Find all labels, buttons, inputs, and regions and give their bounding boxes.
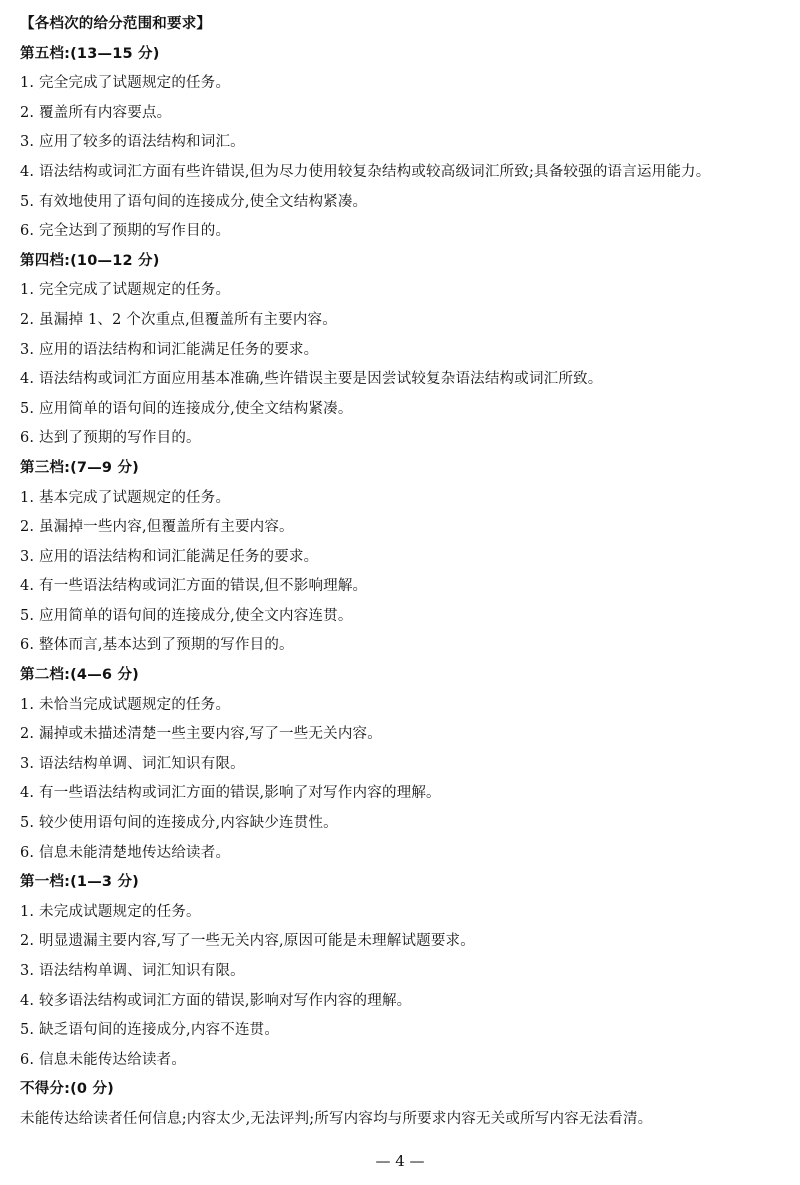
criterion-item: 6. 达到了预期的写作目的。 bbox=[20, 430, 201, 447]
criterion-item: 2. 漏掉或未描述清楚一些主要内容,写了一些无关内容。 bbox=[20, 726, 382, 743]
level-section bbox=[20, 1075, 780, 1134]
criterion-item: 1. 完全完成了试题规定的任务。 bbox=[20, 75, 231, 92]
criterion-item: 4. 语法结构或词汇方面有些许错误,但为尽力使用较复杂结构或较高级词汇所致;具备较强的语言运用能力。 bbox=[20, 163, 711, 180]
level-header: 第四档:(10—12 分) bbox=[20, 252, 160, 269]
level-section bbox=[20, 40, 780, 247]
criterion-item: 2. 明显遗漏主要内容,写了一些无关内容,原因可能是未理解试题要求。 bbox=[20, 933, 475, 950]
criterion-item: 2. 虽漏掉 1、2 个次重点,但覆盖所有主要内容。 bbox=[20, 311, 337, 328]
criterion-item: 4. 有一些语法结构或词汇方面的错误,影响了对写作内容的理解。 bbox=[20, 785, 441, 802]
criterion-item: 5. 较少使用语句间的连接成分,内容缺少连贯性。 bbox=[20, 815, 338, 832]
level-header: 不得分:(0 分) bbox=[20, 1081, 114, 1098]
criterion-item: 5. 有效地使用了语句间的连接成分,使全文结构紧凑。 bbox=[20, 193, 368, 210]
criterion-item: 5. 缺乏语句间的连接成分,内容不连贯。 bbox=[20, 1022, 280, 1039]
criterion-item: 4. 有一些语法结构或词汇方面的错误,但不影响理解。 bbox=[20, 578, 368, 595]
criterion-item: 3. 应用的语法结构和词汇能满足任务的要求。 bbox=[20, 341, 319, 358]
level-header: 第三档:(7—9 分) bbox=[20, 459, 139, 476]
criterion-item: 3. 语法结构单调、词汇知识有限。 bbox=[20, 963, 245, 979]
level-section bbox=[20, 661, 780, 868]
criterion-item: 5. 应用简单的语句间的连接成分,使全文结构紧凑。 bbox=[20, 400, 353, 417]
criterion-item: 1. 未恰当完成试题规定的任务。 bbox=[20, 696, 231, 713]
criterion-item: 3. 语法结构单调、词汇知识有限。 bbox=[20, 755, 245, 772]
criterion-item: 6. 完全达到了预期的写作目的。 bbox=[20, 223, 231, 240]
level-header: 第五档:(13—15 分) bbox=[20, 45, 160, 62]
criterion-item: 4. 较多语法结构或词汇方面的错误,影响对写作内容的理解。 bbox=[20, 992, 412, 1009]
criterion-item: 未能传达给读者任何信息;内容太少,无法评判;所写内容均与所要求内容无关或所写内容无法看清。 bbox=[20, 1110, 653, 1127]
criterion-item: 3. 应用的语法结构和词汇能满足任务的要求。 bbox=[20, 548, 319, 565]
criterion-item: 4. 语法结构或词汇方面应用基本准确,些许错误主要是因尝试较复杂语法结构或词汇所致。 bbox=[20, 371, 603, 388]
level-section bbox=[20, 247, 780, 454]
criterion-item: 1. 基本完成了试题规定的任务。 bbox=[20, 489, 231, 506]
level-section bbox=[20, 454, 780, 661]
criterion-item: 2. 虽漏掉一些内容,但覆盖所有主要内容。 bbox=[20, 519, 294, 536]
document-title: 【各档次的给分范围和要求】 bbox=[20, 16, 212, 32]
page-number: — 4 — bbox=[375, 1152, 425, 1170]
level-header: 第一档:(1—3 分) bbox=[20, 874, 139, 891]
criterion-item: 5. 应用简单的语句间的连接成分,使全文内容连贯。 bbox=[20, 607, 353, 624]
criterion-item: 2. 覆盖所有内容要点。 bbox=[20, 104, 172, 121]
level-header: 第二档:(4—6 分) bbox=[20, 667, 139, 684]
level-section bbox=[20, 868, 780, 1075]
criterion-item: 1. 未完成试题规定的任务。 bbox=[20, 903, 201, 920]
criterion-item: 6. 信息未能清楚地传达给读者。 bbox=[20, 844, 231, 861]
criterion-item: 6. 信息未能传达给读者。 bbox=[20, 1051, 187, 1068]
criterion-item: 1. 完全完成了试题规定的任务。 bbox=[20, 282, 231, 299]
criterion-item: 3. 应用了较多的语法结构和词汇。 bbox=[20, 134, 245, 151]
criterion-item: 6. 整体而言,基本达到了预期的写作目的。 bbox=[20, 637, 294, 654]
